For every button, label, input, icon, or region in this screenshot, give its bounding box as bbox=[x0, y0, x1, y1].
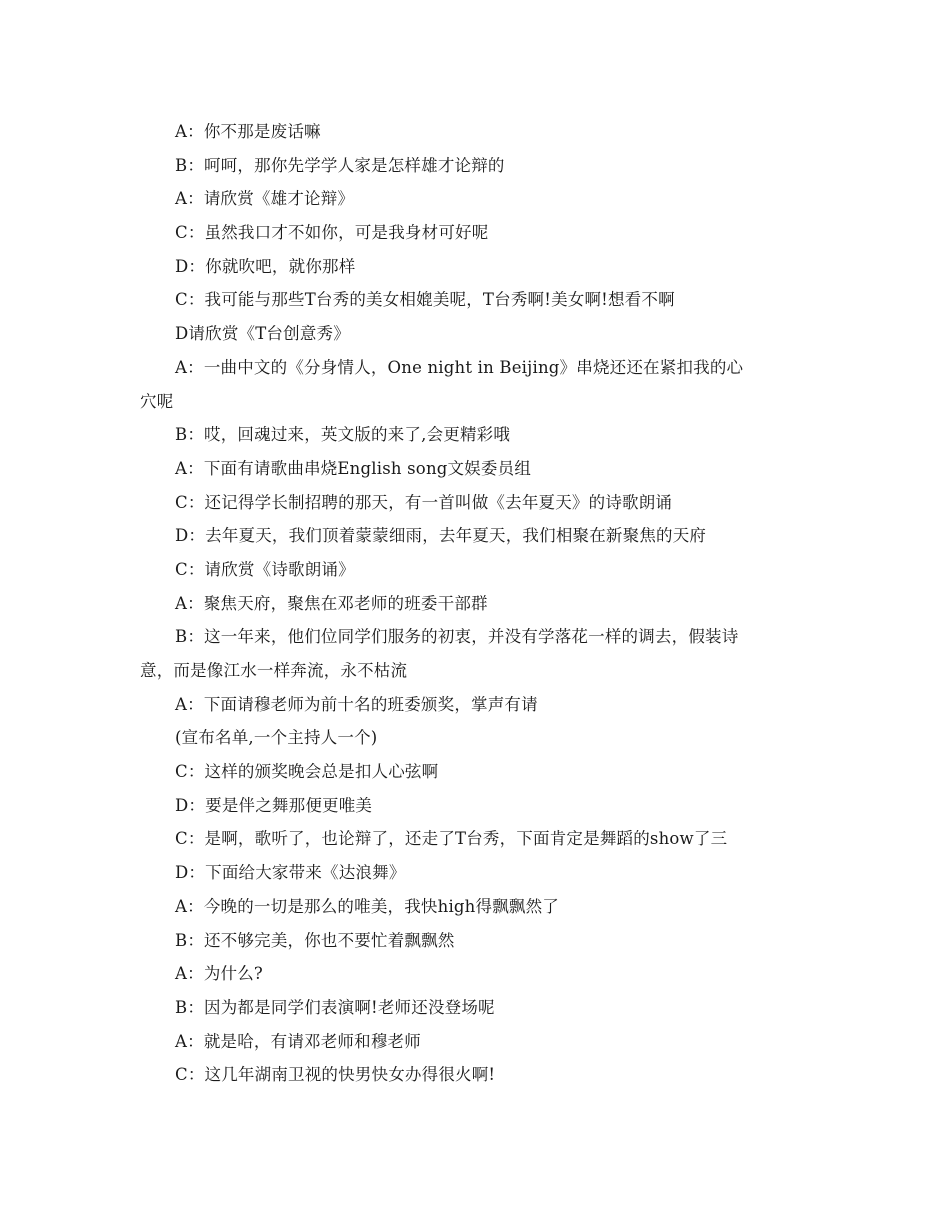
dialogue-line: A：下面请穆老师为前十名的班委颁奖，掌声有请 bbox=[175, 694, 538, 714]
dialogue-line: D：下面给大家带来《达浪舞》 bbox=[175, 863, 406, 883]
dialogue-line: D：去年夏天，我们顶着蒙蒙细雨，去年夏天，我们相聚在新聚焦的天府 bbox=[175, 526, 707, 546]
dialogue-line: B：还不够完美，你也不要忙着飘飘然 bbox=[175, 930, 455, 950]
dialogue-line: D：你就吹吧，就你那样 bbox=[175, 256, 356, 276]
dialogue-line: C：请欣赏《诗歌朗诵》 bbox=[175, 559, 355, 579]
dialogue-line: A：聚焦天府，聚焦在邓老师的班委干部群 bbox=[175, 593, 488, 613]
dialogue-line-continuation: 穴呢 bbox=[140, 391, 174, 411]
dialogue-line: B：呵呵，那你先学学人家是怎样雄才论辩的 bbox=[175, 155, 505, 175]
dialogue-line: A：请欣赏《雄才论辩》 bbox=[175, 189, 355, 209]
dialogue-line: C：我可能与那些T台秀的美女相媲美呢，T台秀啊!美女啊!想看不啊 bbox=[175, 290, 675, 310]
dialogue-line: A：一曲中文的《分身情人，One night in Beijing》串烧还还在紧扣我的心 bbox=[175, 357, 744, 377]
dialogue-line: A：下面有请歌曲串烧English song文娱委员组 bbox=[175, 458, 532, 478]
dialogue-line: C：这样的颁奖晚会总是扣人心弦啊 bbox=[175, 762, 439, 782]
dialogue-line: C：还记得学长制招聘的那天，有一首叫做《去年夏天》的诗歌朗诵 bbox=[175, 492, 673, 512]
dialogue-line: C：虽然我口才不如你，可是我身材可好呢 bbox=[175, 223, 489, 243]
dialogue-line: B：哎，回魂过来，英文版的来了,会更精彩哦 bbox=[175, 425, 511, 445]
dialogue-line: A：今晚的一切是那么的唯美，我快high得飘飘然了 bbox=[175, 896, 560, 916]
dialogue-line: A：就是哈，有请邓老师和穆老师 bbox=[175, 1031, 421, 1051]
dialogue-line: A：你不那是废话嘛 bbox=[175, 122, 321, 141]
document-body bbox=[140, 115, 815, 1092]
dialogue-line-continuation: 意，而是像江水一样奔流，永不枯流 bbox=[140, 661, 408, 680]
dialogue-line: D：要是伴之舞那便更唯美 bbox=[175, 795, 373, 815]
dialogue-line: A：为什么? bbox=[175, 964, 263, 984]
dialogue-line: B：这一年来，他们位同学们服务的初衷，并没有学落花一样的调去，假装诗 bbox=[175, 627, 739, 647]
dialogue-line: D请欣赏《T台创意秀》 bbox=[175, 324, 350, 344]
dialogue-line: C：这几年湖南卫视的快男快女办得很火啊! bbox=[175, 1065, 496, 1085]
dialogue-line: C：是啊，歌听了，也论辩了，还走了T台秀，下面肯定是舞蹈的show了三 bbox=[175, 829, 728, 849]
stage-direction: (宣布名单,一个主持人一个) bbox=[175, 728, 378, 748]
dialogue-line: B：因为都是同学们表演啊!老师还没登场呢 bbox=[175, 997, 495, 1017]
